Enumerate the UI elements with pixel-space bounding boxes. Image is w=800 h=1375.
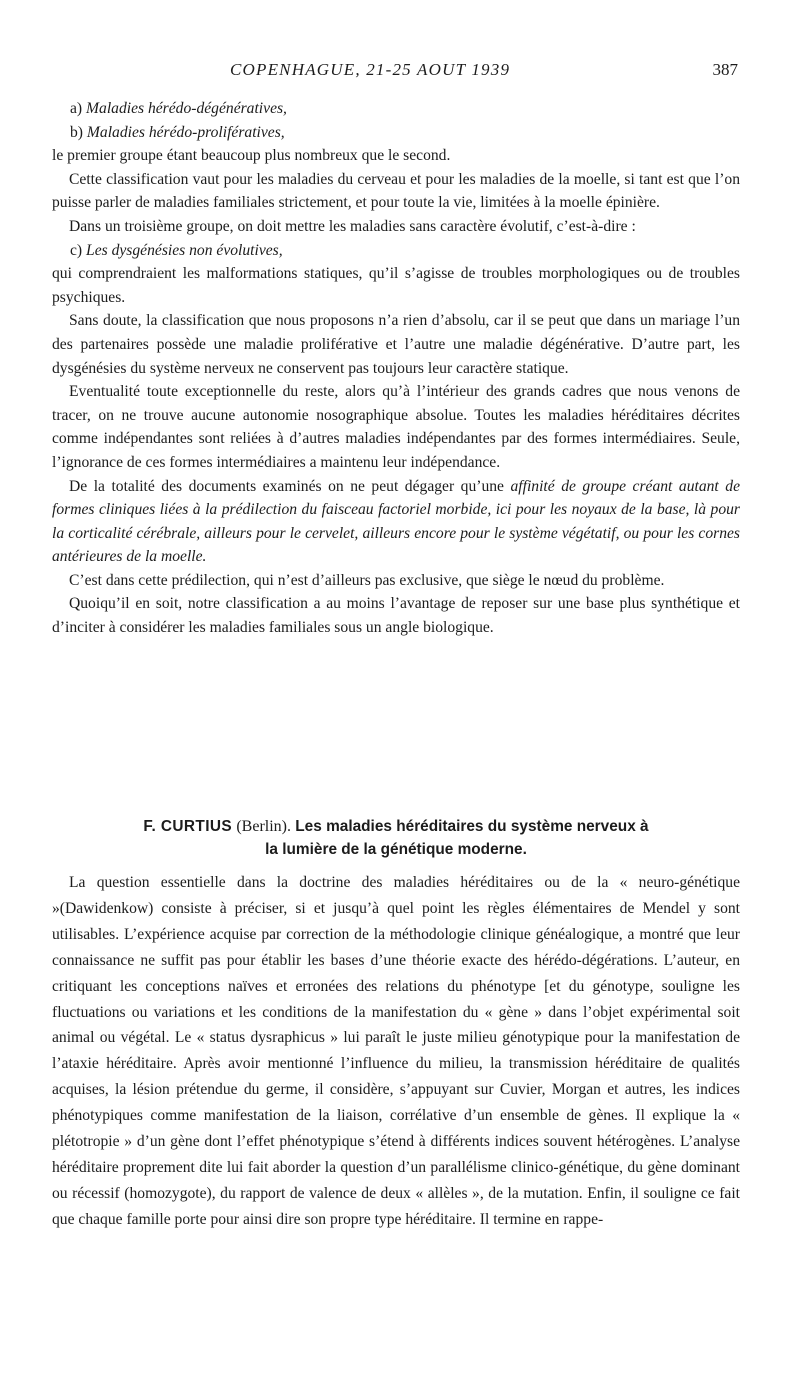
list-item-b — [52, 121, 740, 145]
author-name: F. CURTIUS — [143, 818, 233, 835]
list-text-c: Les dysgénésies non évolutives, — [86, 241, 283, 259]
list-label-c: c) — [70, 241, 83, 259]
paragraph: le premier groupe étant beaucoup plus nombreux que le second. — [52, 147, 451, 165]
paragraph-text: De la totalité des documents examinés on ne peut dégager qu’une — [69, 477, 511, 495]
list-label-a: a) — [70, 100, 83, 117]
list-item-c — [52, 239, 740, 263]
running-title: COPENHAGUE, 21-25 AOUT 1939 — [230, 60, 511, 79]
author-affiliation: (Berlin). — [236, 818, 291, 835]
paragraph: Sans doute, la classification que nous proposons n’a rien d’absolu, car il se peut que dans un mariage l’un des partenaires possède une maladie proliférative et l’autre une maladie dégénérative. D’autre part, les dysgénésies du système nerveux ne conservent pas toujours leur caractère statique. — [52, 312, 740, 377]
title-text-1: Les maladies héréditaires du système nerveux à — [295, 818, 649, 835]
section-classification — [52, 97, 740, 640]
list-label-b: b) — [70, 123, 83, 141]
paragraph-emphasis — [52, 475, 740, 569]
title-text-2: la lumière de la génétique moderne. — [265, 841, 527, 858]
paragraph: Quoiqu’il en soit, notre classification a au moins l’avantage de reposer sur une base plus synthétique et d’inciter à considérer les maladies familiales sous un angle biologique. — [52, 595, 740, 637]
list-item-a — [52, 97, 740, 121]
list-text-b: Maladies hérédo-prolifératives, — [86, 123, 285, 141]
list-text-a: Maladies hérédo-dégénératives, — [86, 100, 287, 117]
paragraph: Dans un troisième groupe, on doit mettre les maladies sans caractère évolutif, c’est-à-dire : — [69, 217, 636, 235]
page-header — [0, 60, 800, 84]
article-heading — [52, 815, 740, 861]
page-number: 387 — [712, 60, 738, 79]
paragraph: Cette classification vaut pour les maladies du cerveau et pour les maladies de la moelle, si tant est que l’on puisse parler de maladies familiales strictement, et pour toute la vie, limitées à la moelle épinière. — [52, 170, 740, 212]
emphasis-text: affinité de groupe créant autant de formes cliniques liées à la prédilection du faisceau factoriel morbide, ici pour les noyaux de la base, là pour la corticalité cérébrale, ailleurs pour le cervelet, ailleurs encore pour le système végétatif, ou pour les cornes antérieures de la moelle. — [52, 477, 740, 566]
article-title-line1 — [52, 815, 740, 838]
paragraph: qui comprendraient les malformations statiques, qu’il s’agisse de troubles morphologiques ou de troubles psychiques. — [52, 265, 740, 306]
paragraph: Eventualité toute exceptionnelle du reste, alors qu’à l’intérieur des grands cadres que nous venons de tracer, on ne trouve aucune autonomie nosographique absolue. Toutes les maladies héréditaires décrites comme indépendantes sont reliées à d’autres maladies indépendantes par des formes intermédiaires. Seule, l’ignorance de ces formes intermédiaires a maintenu leur indépendance. — [52, 383, 740, 471]
abstract-paragraph: La question essentielle dans la doctrine des maladies héréditaires ou de la « neuro-génétique »(Dawidenkow) consiste à préciser, si et jusqu’à quel point les règles élémentaires de Mendel y sont utilisables. L’expérience acquise par correction de la méthodologie clinique généalogique, a montré que leur connaissance ne suffit pas pour établir les bases d’une théorie exacte des hérédo-dégérations. L’auteur, en critiquant les conceptions naïves et erronées des relations du phénotype [et du génotype, souligne les fluctuations ou variations et les conditions de la manifestation du « gène » dans l’objet expérimental soit animal ou végétal. Le « status dysraphicus » lui paraît le juste milieu génotypique pour la manifestation de l’ataxie héréditaire. Après avoir mentionné l’influence du milieu, la transmission héréditaire de qualités acquises, la lésion prétendue du germe, il considère, s’appuyant sur Cuvier, Morgan et autres, les indices phénotypiques comme manifestation de la liaison, corrélative d’un ensemble de gènes. Il explique la « plétotropie » d’un gène dont l’effet phénotypique s’étend à différents indices souvent hétérogènes. L’analyse héréditaire proprement dite lui fait aborder la question d’un parallélisme clinico-génétique, du gène dominant ou récessif (homozygote), du rapport de valence de deux « allèles », de la mutation. Enfin, il souligne ce fait que chaque famille porte pour ainsi dire son propre type héréditaire. Il termine en rappe- — [52, 874, 740, 1228]
paragraph: C’est dans cette prédilection, qui n’est d’ailleurs pas exclusive, que siège le nœud du problème. — [69, 571, 665, 589]
article-abstract — [52, 870, 740, 1233]
